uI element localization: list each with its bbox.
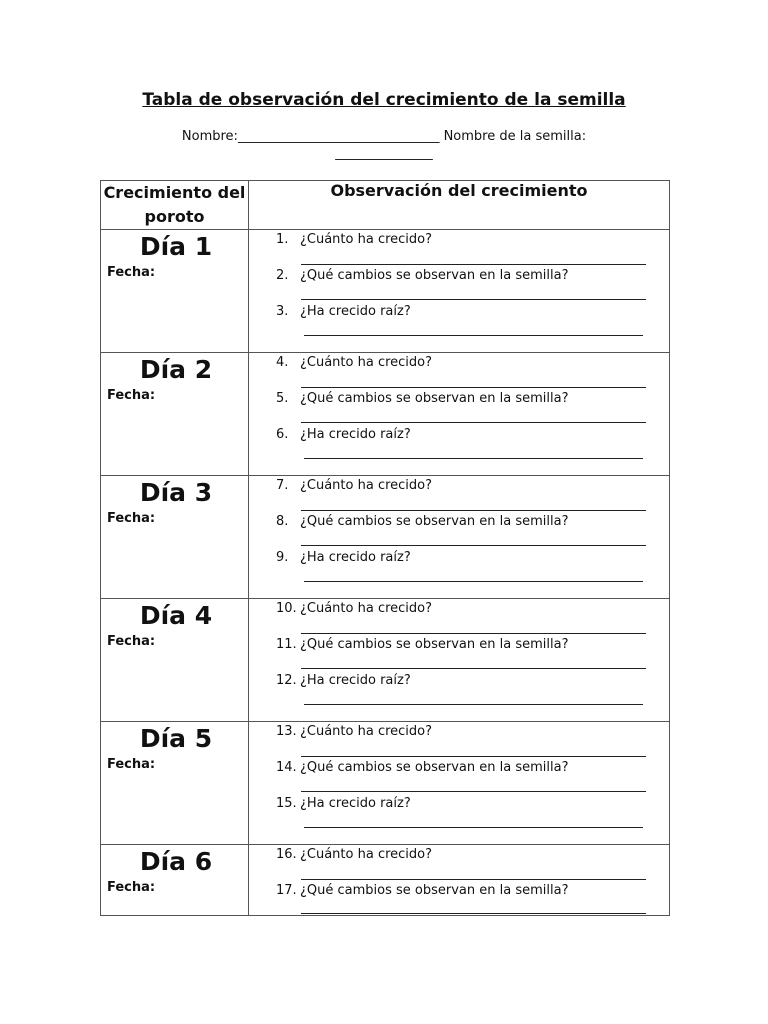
day-label: Día 3 — [139, 478, 213, 507]
question-number: 7. — [276, 478, 289, 493]
nombre-label: Nombre: — [181, 129, 238, 144]
answer-line[interactable] — [304, 704, 643, 705]
question-text: ¿Cuánto ha crecido? — [300, 355, 433, 370]
fecha-label: Fecha: — [107, 880, 156, 895]
question-text: ¿Ha crecido raíz? — [300, 304, 411, 319]
day-label: Día 1 — [139, 232, 213, 261]
fecha-label: Fecha: — [107, 511, 156, 526]
answer-line[interactable] — [304, 827, 643, 828]
question-number: 9. — [276, 550, 289, 565]
semilla-field[interactable]: _______________ — [335, 146, 433, 161]
answer-line[interactable] — [301, 299, 646, 300]
question-text: ¿Cuánto ha crecido? — [300, 847, 433, 862]
day-label: Día 2 — [139, 355, 213, 384]
questions-cell — [249, 722, 670, 845]
questions-cell — [249, 476, 670, 599]
semilla-row — [0, 146, 768, 161]
answer-line[interactable] — [304, 581, 643, 582]
fecha-label: Fecha: — [107, 757, 156, 772]
question-text: ¿Qué cambios se observan en la semilla? — [300, 637, 569, 652]
answer-line[interactable] — [301, 510, 646, 511]
questions-cell — [249, 230, 670, 353]
question-text: ¿Ha crecido raíz? — [300, 427, 411, 442]
day-label: Día 6 — [139, 847, 213, 876]
question-number: 3. — [276, 304, 289, 319]
answer-line[interactable] — [301, 913, 646, 914]
semilla-label: Nombre de la semilla: — [443, 129, 587, 144]
question-number: 14. — [276, 760, 297, 775]
answer-line[interactable] — [301, 633, 646, 634]
answer-line[interactable] — [304, 335, 643, 336]
answer-line[interactable] — [301, 791, 646, 792]
question-text: ¿Qué cambios se observan en la semilla? — [300, 391, 569, 406]
day-cell — [101, 230, 249, 353]
day-cell — [101, 476, 249, 599]
answer-line[interactable] — [301, 387, 646, 388]
question-number: 16. — [276, 847, 297, 862]
question-text: ¿Qué cambios se observan en la semilla? — [300, 883, 569, 898]
day-cell — [101, 845, 249, 916]
question-text: ¿Ha crecido raíz? — [300, 550, 411, 565]
question-number: 8. — [276, 514, 289, 529]
question-text: ¿Cuánto ha crecido? — [300, 232, 433, 247]
day-row — [101, 845, 670, 916]
questions-cell — [249, 845, 670, 916]
question-number: 6. — [276, 427, 289, 442]
day-cell — [101, 722, 249, 845]
question-number: 1. — [276, 232, 289, 247]
fecha-label: Fecha: — [107, 265, 156, 280]
day-label: Día 4 — [139, 601, 213, 630]
question-text: ¿Qué cambios se observan en la semilla? — [300, 268, 569, 283]
question-number: 12. — [276, 673, 297, 688]
answer-line[interactable] — [301, 756, 646, 757]
day-cell — [101, 599, 249, 722]
question-text: ¿Ha crecido raíz? — [300, 673, 411, 688]
nombre-row — [0, 129, 768, 144]
day-cell — [101, 353, 249, 476]
day-row — [101, 476, 670, 599]
day-row — [101, 230, 670, 353]
header-observacion: Observación del crecimiento — [249, 181, 670, 230]
answer-line[interactable] — [301, 879, 646, 880]
answer-line[interactable] — [301, 545, 646, 546]
day-row — [101, 599, 670, 722]
question-text: ¿Ha crecido raíz? — [300, 796, 411, 811]
question-number: 17. — [276, 883, 297, 898]
question-number: 5. — [276, 391, 289, 406]
page-title: Tabla de observación del crecimiento de la semilla — [142, 90, 626, 110]
question-number: 4. — [276, 355, 289, 370]
header-row — [101, 181, 670, 230]
answer-line[interactable] — [301, 422, 646, 423]
observation-table — [100, 180, 670, 916]
day-row — [101, 353, 670, 476]
questions-cell — [249, 353, 670, 476]
answer-line[interactable] — [301, 264, 646, 265]
nombre-field[interactable]: _______________________________ — [237, 129, 440, 144]
answer-line[interactable] — [301, 668, 646, 669]
question-text: ¿Cuánto ha crecido? — [300, 478, 433, 493]
answer-line[interactable] — [304, 458, 643, 459]
question-text: ¿Cuánto ha crecido? — [300, 724, 433, 739]
question-text: ¿Qué cambios se observan en la semilla? — [300, 514, 569, 529]
fecha-label: Fecha: — [107, 388, 156, 403]
question-number: 13. — [276, 724, 297, 739]
day-row — [101, 722, 670, 845]
questions-cell — [249, 599, 670, 722]
question-number: 2. — [276, 268, 289, 283]
question-number: 10. — [276, 601, 297, 616]
question-text: ¿Qué cambios se observan en la semilla? — [300, 760, 569, 775]
day-label: Día 5 — [139, 724, 213, 753]
question-text: ¿Cuánto ha crecido? — [300, 601, 433, 616]
question-number: 15. — [276, 796, 297, 811]
header-crecimiento: Crecimiento del poroto — [101, 181, 249, 230]
fecha-label: Fecha: — [107, 634, 156, 649]
question-number: 11. — [276, 637, 297, 652]
